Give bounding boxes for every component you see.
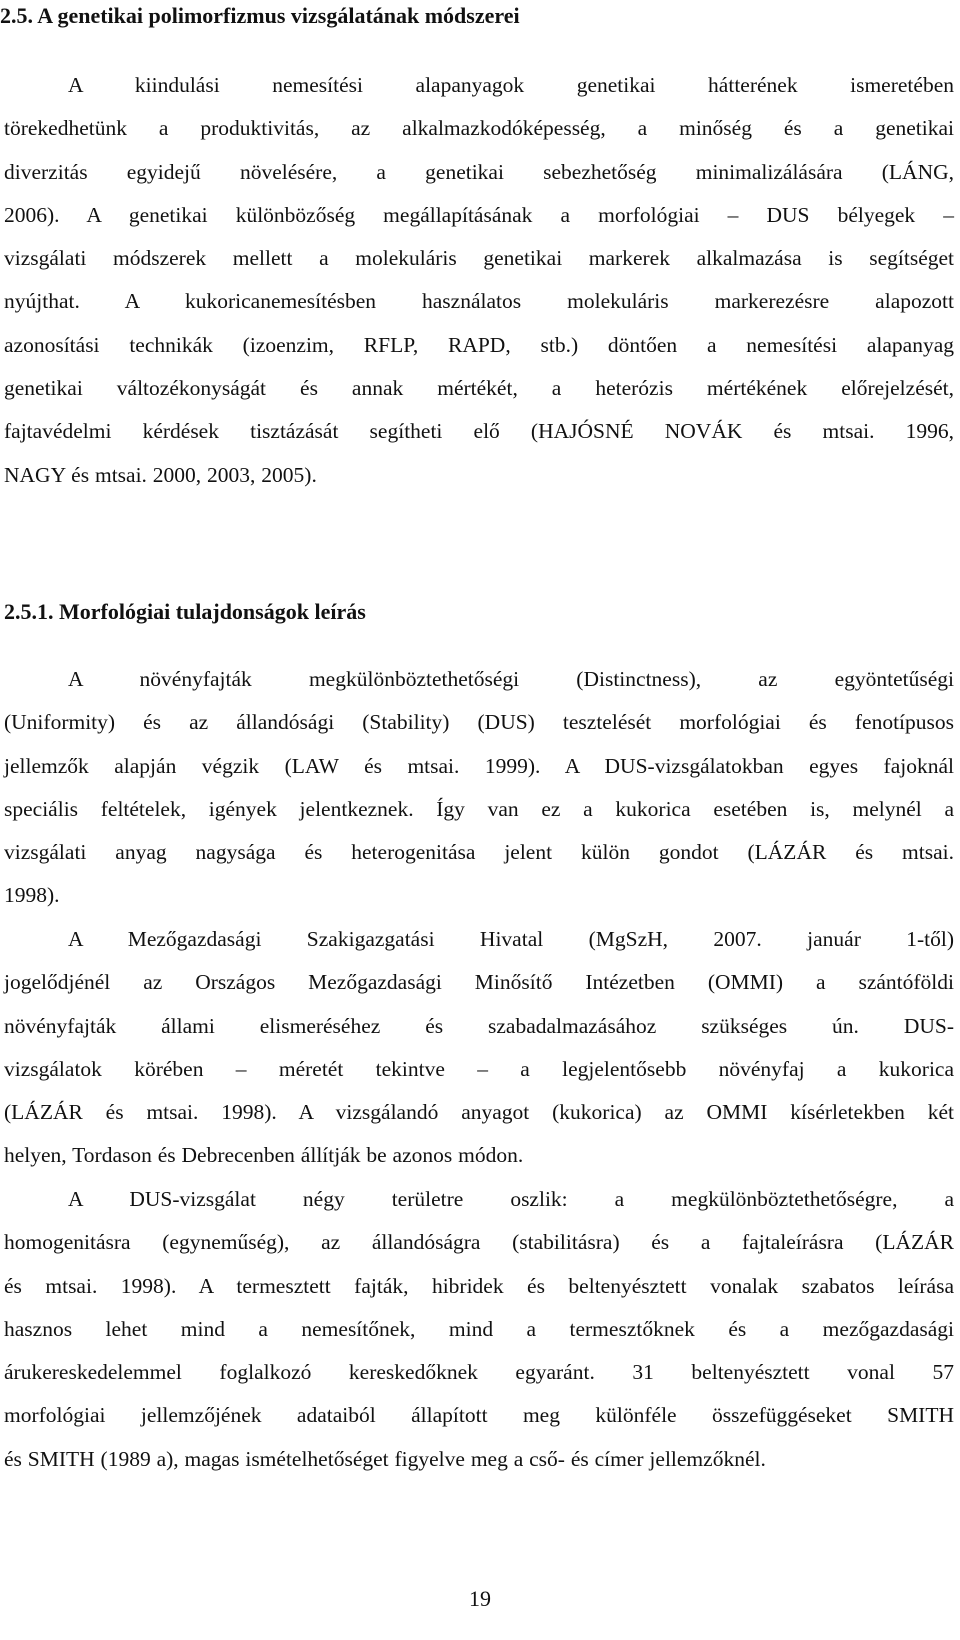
- text-line: A DUS-vizsgálat négy területre oszlik: a megkülönböztethetőségre, a: [68, 1187, 954, 1211]
- paragraph-dus-testing: [4, 658, 954, 918]
- text-line: és mtsai. 1998). A termesztett fajták, hibridek és beltenyésztett vonalak szabatos leírása: [4, 1273, 954, 1298]
- text-line: nyújthat. A kukoricanemesítésben használatos molekuláris markerezésre alapozott: [4, 289, 954, 314]
- text-line: fajtavédelmi kérdések tisztázását segítheti elő (HAJÓSNÉ NOVÁK és mtsai. 1996,: [4, 419, 954, 444]
- text-line: törekedhetünk a produktivitás, az alkalmazkodóképesség, a minőség és a genetikai: [4, 116, 954, 141]
- paragraph-genetic-background: [4, 64, 954, 497]
- text-line: A kiindulási nemesítési alapanyagok genetikai hátterének ismeretében: [68, 73, 954, 97]
- text-line: 2006). A genetikai különbözőség megállapításának a morfológiai – DUS bélyegek –: [4, 202, 954, 227]
- text-line: árukereskedelemmel foglalkozó kereskedőknek egyaránt. 31 beltenyésztett vonal 57: [4, 1360, 954, 1385]
- text-line: jogelődjénél az Országos Mezőgazdasági Minősítő Intézetben (OMMI) a szántóföldi: [4, 970, 954, 995]
- text-line: és SMITH (1989 a), magas ismételhetőséget figyelve meg a cső- és címer jellemzőknél.: [4, 1446, 766, 1471]
- text-line: genetikai változékonyságát és annak mértékét, a heterózis mértékének előrejelzését,: [4, 376, 954, 401]
- paragraph-dus-areas: [4, 1178, 954, 1481]
- text-line: növényfajták állami elismeréséhez és szabadalmazásához szükséges ún. DUS-: [4, 1013, 954, 1038]
- paragraph-mgszh: [4, 918, 954, 1178]
- subsection-heading: 2.5.1. Morfológiai tulajdonságok leírás: [4, 599, 366, 624]
- section-heading: 2.5. A genetikai polimorfizmus vizsgálatának módszerei: [0, 3, 520, 28]
- text-line: vizsgálati módszerek mellett a molekuláris genetikai markerek alkalmazása is segítséget: [4, 246, 954, 271]
- text-line: helyen, Tordason és Debrecenben állítják be azonos módon.: [4, 1143, 524, 1168]
- text-line: diverzitás egyidejű növelésére, a genetikai sebezhetőség minimalizálására (LÁNG,: [4, 159, 954, 184]
- text-line: 1998).: [4, 883, 60, 908]
- text-line: vizsgálati anyag nagysága és heterogenitása jelent külön gondot (LÁZÁR és mtsai.: [4, 840, 954, 865]
- page-number: 19: [469, 1586, 491, 1611]
- text-line: morfológiai jellemzőjének adataiból állapított meg különféle összefüggéseket SMITH: [4, 1403, 954, 1428]
- text-line: A növényfajták megkülönböztethetőségi (Distinctness), az egyöntetűségi: [68, 667, 954, 691]
- text-line: homogenitásra (egyneműség), az állandóságra (stabilitásra) és a fajtaleírásra (LÁZÁR: [4, 1230, 954, 1255]
- text-line: azonosítási technikák (izoenzim, RFLP, RAPD, stb.) döntően a nemesítési alapanyag: [4, 332, 954, 357]
- text-line: A Mezőgazdasági Szakigazgatási Hivatal (MgSzH, 2007. január 1-től): [68, 927, 954, 951]
- text-line: NAGY és mtsai. 2000, 2003, 2005).: [4, 462, 317, 487]
- text-line: vizsgálatok körében – méretét tekintve – a legjelentősebb növényfaj a kukorica: [4, 1056, 954, 1081]
- text-line: jellemzők alapján végzik (LAW és mtsai. 1999). A DUS-vizsgálatokban egyes fajoknál: [4, 753, 954, 778]
- text-line: (Uniformity) és az állandósági (Stability) (DUS) tesztelését morfológiai és fenotípusos: [4, 710, 954, 735]
- text-line: hasznos lehet mind a nemesítőnek, mind a termesztőknek és a mezőgazdasági: [4, 1316, 954, 1341]
- text-line: (LÁZÁR és mtsai. 1998). A vizsgálandó anyagot (kukorica) az OMMI kísérletekben két: [4, 1100, 954, 1125]
- text-line: speciális feltételek, igények jelentkeznek. Így van ez a kukorica esetében is, melynél a: [4, 796, 954, 821]
